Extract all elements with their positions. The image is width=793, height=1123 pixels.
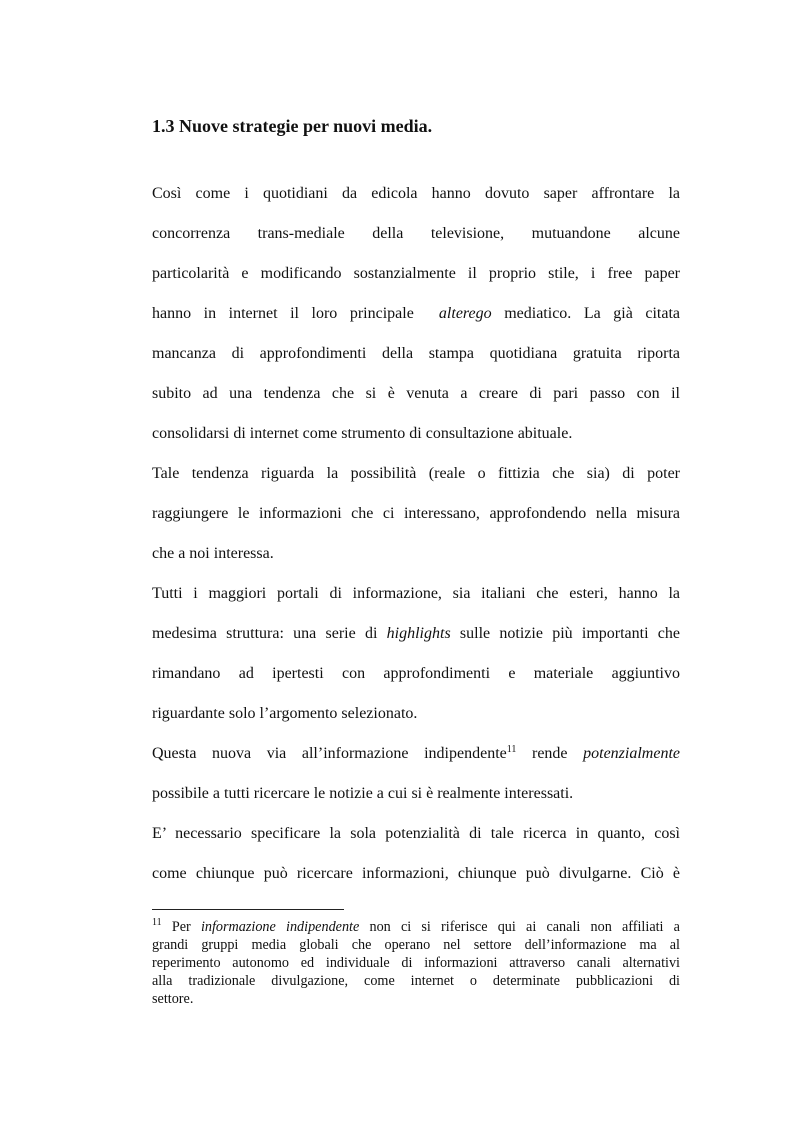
- text-run: grandi gruppi media globali che operano nel settore dell’informazione ma al: [152, 937, 680, 953]
- body-line: [152, 384, 680, 404]
- body-line: [152, 704, 680, 724]
- text-run: che a noi interessa.: [152, 545, 274, 562]
- text-run: raggiungere le informazioni che ci interessano, approfondendo nella misura: [152, 505, 680, 522]
- text-run: medesima struttura: una serie di: [152, 625, 387, 642]
- text-run: Tale tendenza riguarda la possibilità (reale o fittizia che sia) di poter: [152, 465, 680, 482]
- body-line: [152, 184, 680, 204]
- body-line: [152, 584, 680, 604]
- text-run: consolidarsi di internet come strumento di consultazione abituale.: [152, 425, 573, 442]
- body-line: [152, 864, 680, 884]
- text-run: Per: [161, 919, 201, 935]
- footnote-line: [152, 918, 680, 936]
- body-line: [152, 784, 680, 804]
- text-run: Tutti i maggiori portali di informazione, sia italiani che esteri, hanno la: [152, 585, 680, 602]
- section-heading: 1.3 Nuove strategie per nuovi media.: [152, 116, 433, 136]
- text-run: non ci si riferisce qui ai canali non affiliati a: [359, 919, 680, 935]
- text-run: sulle notizie più importanti che: [450, 625, 681, 642]
- text-run: rende: [516, 745, 584, 762]
- italic-term: alterego: [438, 305, 492, 322]
- text-run: hanno in internet il loro principale: [152, 305, 427, 322]
- text-run: Così come i quotidiani da edicola hanno dovuto saper affrontare la: [152, 185, 680, 202]
- text-run: settore.: [152, 991, 194, 1007]
- footnote-line: [152, 936, 680, 954]
- text-run: E’ necessario specificare la sola potenzialità di tale ricerca in quanto, così: [152, 825, 680, 842]
- text-run: subito ad una tendenza che si è venuta a creare di pari passo con il: [152, 385, 680, 402]
- body-line: [152, 824, 680, 844]
- text-run: rimandano ad ipertesti con approfondimenti e materiale aggiuntivo: [152, 665, 680, 682]
- footnote-line: [152, 954, 680, 972]
- text-run: possibile a tutti ricercare le notizie a cui si è realmente interessati.: [152, 785, 574, 802]
- text-run: reperimento autonomo ed individuale di informazioni attraverso canali alternativi: [152, 955, 680, 971]
- body-line: [152, 264, 680, 284]
- body-line: [152, 344, 680, 364]
- text-run: mancanza di approfondimenti della stampa quotidiana gratuita riporta: [152, 345, 680, 362]
- body-line: [152, 224, 680, 244]
- body-line: [152, 744, 680, 764]
- italic-term: potenzialmente: [583, 745, 680, 762]
- text-run: riguardante solo l’argomento selezionato.: [152, 705, 418, 722]
- body-line: [152, 504, 680, 524]
- text-run: alla tradizionale divulgazione, come internet o determinate pubblicazioni di: [152, 973, 680, 989]
- text-run: concorrenza trans-mediale della televisione, mutuandone alcune: [152, 225, 680, 242]
- text-run: come chiunque può ricercare informazioni, chiunque può divulgarne. Ciò è: [152, 865, 680, 882]
- text-run: mediatico. La già citata: [491, 305, 681, 322]
- body-line: [152, 464, 680, 484]
- italic-term: highlights: [386, 625, 451, 642]
- footnote-line: [152, 990, 680, 1008]
- body-line: [152, 304, 680, 324]
- text-run: particolarità e modificando sostanzialmente il proprio stile, i free paper: [152, 265, 680, 282]
- body-line: [152, 544, 680, 564]
- footnote-divider: [152, 909, 344, 910]
- footnote-line: [152, 972, 680, 990]
- body-line: [152, 624, 680, 644]
- italic-term: informazione indipendente: [200, 919, 360, 935]
- footnote-ref: 11: [506, 744, 517, 755]
- text-run: Questa nuova via all’informazione indipendente: [152, 745, 507, 762]
- footnote-marker: 11: [152, 917, 162, 928]
- body-line: [152, 664, 680, 684]
- body-line: [152, 424, 680, 444]
